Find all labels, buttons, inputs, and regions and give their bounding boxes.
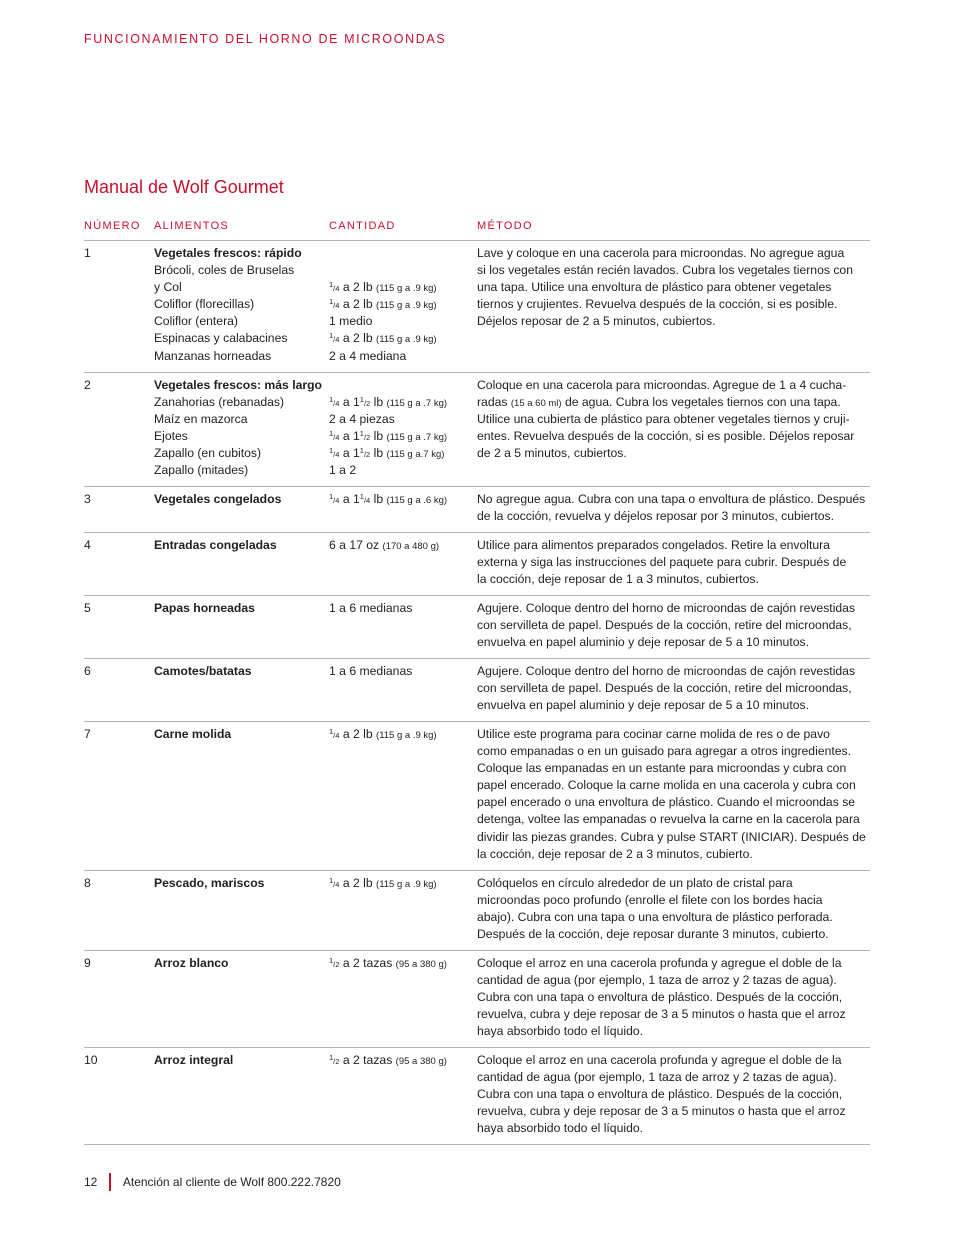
quantity-metric: (115 g a .9 kg)	[376, 283, 437, 295]
fraction-numerator: 1	[329, 297, 334, 307]
customer-care-text: Atención al cliente de Wolf 800.222.7820	[122, 1175, 341, 1189]
table-row	[84, 487, 870, 533]
food-cell	[154, 491, 329, 532]
quantity-text: a 2 lb	[339, 876, 377, 890]
food-item: Zanahorias (rebanadas)	[154, 395, 285, 410]
food-title: Arroz integral	[154, 1053, 234, 1067]
table-row	[84, 951, 870, 1048]
food-cell	[154, 377, 329, 486]
food-title: Vegetales frescos: rápido	[154, 246, 302, 260]
method-line: Cubra con una tapa o envoltura de plástico. Después de la cocción,	[477, 1087, 843, 1102]
method-line: Utilice este programa para cocinar carne molida de res o de pavo	[477, 727, 830, 741]
row-number: 8	[84, 876, 91, 890]
quantity-line	[329, 377, 477, 394]
fraction-denominator: 4	[335, 731, 340, 740]
quantity-text: 1 a 6 medianas	[329, 601, 413, 615]
method-line: envuelva en papel aluminio y deje reposar de 5 a 10 minutos.	[477, 635, 809, 650]
fraction-denominator: 2	[366, 450, 371, 460]
fraction-numerator: 1	[359, 395, 364, 405]
fraction-denominator: 4	[335, 284, 340, 294]
quantity-line	[329, 462, 477, 479]
method-line: Coloque el arroz en una cacerola profunda y agregue el doble de la	[477, 956, 842, 970]
quantity-cell	[329, 663, 477, 721]
column-header-quantity: CANTIDAD	[329, 220, 396, 232]
footer-divider	[109, 1173, 111, 1191]
method-line: papel encerado o una envoltura de plástico. Cuando el microondas se	[477, 795, 856, 810]
method-line: Agujere. Coloque dentro del horno de microondas de cajón revestidas	[477, 664, 856, 678]
fraction-numerator: 1	[329, 331, 334, 341]
food-item: Ejotes	[154, 429, 188, 444]
quantity-cell	[329, 377, 477, 486]
quantity-text: 1 a 6 medianas	[329, 664, 413, 678]
table-row	[84, 241, 870, 373]
table-header	[84, 220, 870, 241]
quantity-cell	[329, 537, 477, 595]
food-title: Papas horneadas	[154, 601, 255, 615]
food-item: Zapallo (en cubitos)	[154, 446, 262, 461]
quantity-text: lb	[370, 492, 387, 506]
fraction-slash: /	[363, 433, 367, 443]
table-row	[84, 871, 870, 951]
fraction-slash: /	[333, 284, 336, 294]
fraction-slash: /	[333, 433, 336, 443]
method-cell	[477, 955, 870, 1047]
row-number: 6	[84, 664, 91, 678]
method-line	[477, 428, 870, 445]
method-cell	[477, 537, 870, 595]
fraction-denominator: 4	[335, 496, 340, 505]
fraction-slash: /	[333, 960, 336, 969]
method-line: revuelva, cubra y deje reposar de 3 a 5 minutos o hasta que el arroz	[477, 1104, 846, 1119]
quantity-line	[329, 262, 477, 279]
fraction-slash: /	[333, 335, 336, 345]
food-cell	[154, 600, 329, 658]
method-line: la cocción, deje reposar de 1 a 3 minutos, cubiertos.	[477, 572, 759, 587]
quantity-line	[329, 726, 477, 743]
table-row	[84, 596, 870, 659]
quantity-text: a 2 lb	[339, 727, 377, 741]
table-row	[84, 373, 870, 487]
food-item: Maíz en mazorca	[154, 412, 248, 427]
table-row	[84, 722, 870, 871]
quantity-line	[329, 875, 477, 892]
quantity-text: lb	[370, 429, 387, 444]
fraction-numerator: 1	[329, 446, 334, 456]
table-row	[84, 659, 870, 722]
fraction-numerator: 1	[329, 492, 334, 501]
quantity-metric: (115 g a .9 kg)	[376, 334, 437, 346]
quantity-text: a 1	[339, 429, 360, 444]
row-number: 5	[84, 601, 91, 615]
method-cell	[477, 875, 870, 950]
method-cell	[477, 377, 870, 486]
food-title: Camotes/batatas	[154, 664, 252, 678]
food-cell	[154, 663, 329, 721]
method-line: envuelva en papel aluminio y deje reposar de 5 a 10 minutos.	[477, 698, 809, 713]
food-title: Pescado, mariscos	[154, 876, 265, 890]
method-line: si los vegetales están recién lavados. Cubra los vegetales tiernos con	[477, 263, 853, 278]
quantity-line	[329, 1052, 477, 1069]
quantity-text: 2 a 4 piezas	[329, 412, 395, 427]
fraction-numerator: 1	[329, 429, 334, 439]
method-line: con servilleta de papel. Después de la cocción, retire del microondas,	[477, 618, 852, 633]
method-line	[477, 445, 870, 462]
fraction-denominator: 4	[335, 399, 340, 409]
method-line	[477, 377, 870, 394]
method-line: la cocción, deje reposar de 2 a 3 minutos, cubierto.	[477, 846, 753, 861]
quantity-text: 1 medio	[329, 314, 373, 329]
quantity-line	[329, 394, 477, 411]
section-header: FUNCIONAMIENTO DEL HORNO DE MICROONDAS	[84, 32, 447, 46]
cooking-table	[84, 220, 870, 1145]
method-cell	[477, 491, 870, 532]
quantity-text: a 2 lb	[339, 331, 377, 346]
quantity-metric: (115 g a .9 kg)	[376, 300, 437, 312]
food-title: Carne molida	[154, 727, 232, 741]
method-line: Agujere. Coloque dentro del horno de microondas de cajón revestidas	[477, 601, 856, 615]
method-text: de agua. Cubra los vegetales tiernos con una tapa.	[561, 395, 841, 410]
fraction-denominator: 2	[366, 399, 371, 409]
quantity-line	[329, 245, 477, 262]
method-text: de 2 a 5 minutos, cubiertos.	[477, 446, 627, 461]
fraction-slash: /	[333, 1057, 336, 1066]
fraction-numerator: 1	[359, 492, 364, 501]
quantity-line	[329, 348, 477, 365]
quantity-metric: (170 a 480 g)	[382, 541, 440, 552]
quantity-line	[329, 411, 477, 428]
quantity-line	[329, 330, 477, 347]
quantity-text: a 1	[339, 492, 360, 506]
quantity-cell	[329, 955, 477, 1047]
method-cell	[477, 600, 870, 658]
method-line: haya absorbido todo el líquido.	[477, 1024, 644, 1039]
fraction-denominator: 4	[335, 301, 340, 311]
row-number: 7	[84, 727, 91, 741]
quantity-line	[329, 955, 477, 972]
food-cell	[154, 537, 329, 595]
quantity-metric: (115 g a .7 kg)	[386, 398, 448, 410]
method-line: con servilleta de papel. Después de la cocción, retire del microondas,	[477, 681, 852, 696]
quantity-metric: (115 g a .6 kg)	[386, 495, 448, 506]
quantity-text: lb	[370, 395, 387, 410]
quantity-text: 6 a 17 oz	[329, 538, 383, 552]
quantity-cell	[329, 600, 477, 658]
method-metric: (15 a 60 ml)	[510, 398, 562, 410]
page-title: Manual de Wolf Gourmet	[84, 177, 284, 197]
fraction-denominator: 4	[335, 880, 340, 889]
method-line: No agregue agua. Cubra con una tapa o envoltura de plástico. Después	[477, 492, 866, 506]
quantity-text: 2 a 4 mediana	[329, 348, 407, 363]
fraction-slash: /	[333, 399, 336, 409]
method-line: cantidad de agua (por ejemplo, 1 taza de arroz y 2 tazas de agua).	[477, 1070, 837, 1085]
fraction-numerator: 1	[359, 429, 364, 439]
quantity-text: a 1	[339, 395, 360, 410]
quantity-text: a 2 tazas	[339, 1053, 396, 1067]
page-number: 12	[84, 1175, 98, 1189]
fraction-denominator: 2	[335, 1057, 340, 1066]
method-text: Coloque en una cacerola para microondas. Agregue de 1 a 4 cucha-	[477, 378, 847, 392]
quantity-text: 1 a 2	[329, 463, 357, 478]
quantity-line	[329, 600, 477, 617]
fraction-numerator: 1	[329, 395, 334, 405]
food-cell	[154, 245, 329, 372]
quantity-line	[329, 428, 477, 445]
quantity-line	[329, 663, 477, 680]
table-row	[84, 533, 870, 596]
fraction-denominator: 4	[335, 335, 340, 345]
method-text: radas	[477, 395, 511, 410]
quantity-cell	[329, 245, 477, 372]
method-line: Cubra con una tapa o envoltura de plástico. Después de la cocción,	[477, 990, 843, 1005]
quantity-text: a 1	[339, 446, 360, 461]
quantity-metric: (115 g a .9 kg)	[376, 730, 437, 741]
column-header-food: ALIMENTOS	[154, 220, 230, 232]
method-cell	[477, 726, 870, 870]
food-cell	[154, 875, 329, 950]
method-line: dividir las piezas grandes. Cubra y pulse START (INICIAR). Después de	[477, 829, 866, 844]
quantity-text: a 2 tazas	[339, 956, 396, 970]
fraction-denominator: 2	[366, 433, 371, 443]
fraction-denominator: 4	[366, 496, 371, 505]
food-item: Manzanas horneadas	[154, 348, 272, 363]
fraction-numerator: 1	[329, 876, 334, 885]
method-line: de la cocción, revuelva y déjelos reposar por 3 minutos, cubiertos.	[477, 509, 835, 524]
method-line: externa y siga las instrucciones del paquete para cubrir. Después de	[477, 555, 847, 570]
fraction-slash: /	[363, 450, 367, 460]
food-title: Entradas congeladas	[154, 538, 277, 552]
food-item: Zapallo (mitades)	[154, 463, 249, 478]
fraction-denominator: 4	[335, 433, 340, 443]
quantity-line	[329, 491, 477, 508]
method-line: papel encerado. Coloque la carne molida en una cacerola y cubra con	[477, 778, 856, 793]
method-line: Coloque el arroz en una cacerola profunda y agregue el doble de la	[477, 1053, 842, 1067]
fraction-slash: /	[333, 731, 336, 740]
fraction-slash: /	[333, 496, 336, 505]
quantity-cell	[329, 491, 477, 532]
method-line: abajo). Cubra con una tapa o una envoltura de plástico perforada.	[477, 910, 833, 925]
quantity-line	[329, 279, 477, 296]
food-title: Arroz blanco	[154, 956, 229, 970]
row-number: 9	[84, 956, 91, 970]
column-header-method: MÉTODO	[477, 220, 533, 232]
fraction-slash: /	[363, 496, 367, 505]
method-line: Déjelos reposar de 2 a 5 minutos, cubiertos.	[477, 314, 716, 329]
quantity-metric: (115 g a .7 kg)	[386, 432, 448, 444]
food-title: Vegetales congelados	[154, 492, 282, 506]
column-header-number: NÚMERO	[84, 220, 141, 232]
food-cell	[154, 955, 329, 1047]
method-line	[477, 411, 870, 428]
food-cell	[154, 1052, 329, 1144]
fraction-slash: /	[333, 450, 336, 460]
table-row	[84, 1048, 870, 1145]
quantity-text: a 2 lb	[339, 297, 377, 312]
method-cell	[477, 663, 870, 721]
quantity-line	[329, 445, 477, 462]
quantity-metric: (115 g a .9 kg)	[376, 879, 437, 890]
method-text: Utilice una cubierta de plástico para obtener vegetales tiernos y cruji-	[477, 412, 850, 427]
quantity-metric: (115 g a.7 kg)	[386, 449, 445, 461]
page-footer	[84, 1172, 341, 1192]
method-line: detenga, voltee las empanadas o revuelva la carne en la cacerola para	[477, 812, 860, 827]
row-number: 3	[84, 492, 91, 506]
fraction-denominator: 2	[335, 960, 340, 969]
method-line: Después de la cocción, deje reposar durante 3 minutos, cubierto.	[477, 927, 829, 942]
method-line: Utilice para alimentos preparados congelados. Retire la envoltura	[477, 538, 830, 552]
quantity-metric: (95 a 380 g)	[395, 1056, 447, 1067]
fraction-slash: /	[333, 301, 336, 311]
fraction-slash: /	[363, 399, 367, 409]
fraction-slash: /	[333, 880, 336, 889]
method-line: Coloque las empanadas en un estante para microondas y cubra con	[477, 761, 847, 776]
method-cell	[477, 245, 870, 372]
method-line: Colóquelos en círculo alrededor de un plato de cristal para	[477, 876, 793, 890]
row-number: 2	[84, 378, 91, 392]
quantity-line	[329, 313, 477, 330]
food-item: Espinacas y calabacines	[154, 331, 288, 346]
method-line: microondas poco profundo (enrolle el filete con los bordes hacia	[477, 893, 823, 908]
method-line: cantidad de agua (por ejemplo, 1 taza de arroz y 2 tazas de agua).	[477, 973, 837, 988]
method-cell	[477, 1052, 870, 1144]
quantity-metric: (95 a 380 g)	[395, 959, 447, 970]
row-number: 4	[84, 538, 91, 552]
quantity-cell	[329, 1052, 477, 1144]
quantity-cell	[329, 726, 477, 870]
fraction-numerator: 1	[329, 727, 334, 736]
method-line: como empanadas o en un guisado para agregar a otros ingredientes.	[477, 744, 851, 759]
food-item: y Col	[154, 280, 182, 295]
food-item: Coliflor (entera)	[154, 314, 238, 329]
food-item: Coliflor (florecillas)	[154, 297, 255, 312]
fraction-numerator: 1	[329, 1053, 334, 1062]
method-line	[477, 394, 870, 411]
food-title: Vegetales frescos: más largo	[154, 378, 322, 392]
method-line: tiernos y crujientes. Revuelva después de la cocción, si es posible.	[477, 297, 838, 312]
quantity-line	[329, 296, 477, 313]
fraction-denominator: 4	[335, 450, 340, 460]
quantity-text: lb	[370, 446, 387, 461]
table-body	[84, 241, 870, 1145]
method-line: revuelva, cubra y deje reposar de 3 a 5 minutos o hasta que el arroz	[477, 1007, 846, 1022]
fraction-numerator: 1	[329, 280, 334, 290]
row-number: 10	[84, 1053, 98, 1067]
quantity-text: a 2 lb	[339, 280, 377, 295]
method-text: entes. Revuelva después de la cocción, si es posible. Déjelos reposar	[477, 429, 855, 444]
method-line: haya absorbido todo el líquido.	[477, 1121, 644, 1136]
fraction-numerator: 1	[359, 446, 364, 456]
method-line: Lave y coloque en una cacerola para microondas. No agregue agua	[477, 246, 845, 260]
food-cell	[154, 726, 329, 870]
fraction-numerator: 1	[329, 956, 334, 965]
quantity-line	[329, 537, 477, 554]
row-number: 1	[84, 246, 91, 260]
food-item: Brócoli, coles de Bruselas	[154, 263, 295, 278]
method-line: una tapa. Utilice una envoltura de plástico para obtener vegetales	[477, 280, 832, 295]
quantity-cell	[329, 875, 477, 950]
